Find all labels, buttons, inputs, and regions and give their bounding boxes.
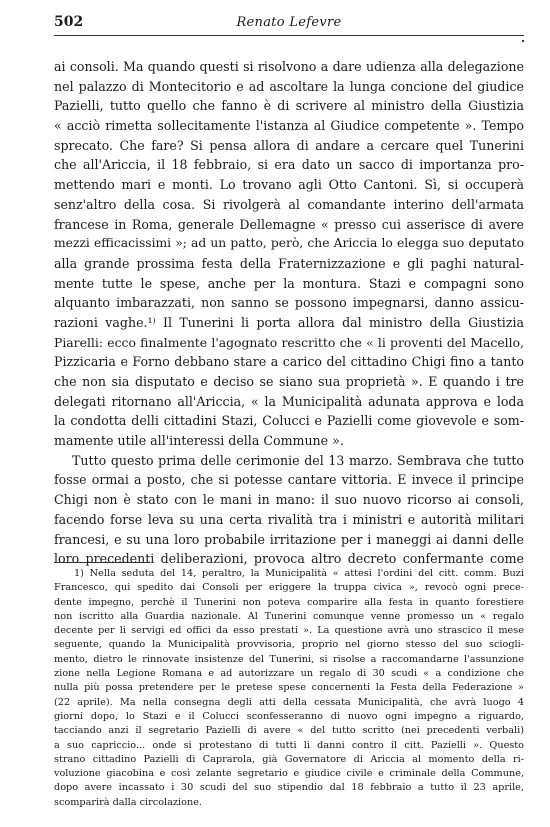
- body-line: alla grande prossima festa della Fraternizzazione e gli paghi natural-: [54, 255, 524, 271]
- footnote-line: mento, dietro le rinnovate insistenze del Tunerini, si risolse a raccomandarne l'assunzione: [54, 653, 524, 665]
- body-line: alquanto imbarazzati, non sanno se possono impegnarsi, danno assicu-: [54, 295, 524, 311]
- body-line: delegati ritornano all'Ariccia, « la Municipalità adunata approva e loda: [54, 393, 524, 409]
- body-line: facendo forse leva su una certa rivalità tra i ministri e autorità militari: [54, 511, 524, 527]
- header-rule: [54, 35, 524, 36]
- footnote-line: scomparirà dalla circolazione.: [54, 796, 203, 808]
- body-line: « acciò rimetta sollecitamente l'istanza al Giudice competente ». Tempo: [54, 118, 524, 134]
- footnote-rule: [54, 562, 150, 563]
- body-line: sprecato. Che fare? Si pensa allora di andare a cercare quel Tunerini: [54, 137, 524, 153]
- body-line: che non sia disputato e deciso se siano sua proprietà ». E quando i tre: [54, 374, 524, 389]
- body-line: Tutto questo prima delle cerimonie del 13 marzo. Sembrava che tutto: [72, 452, 524, 468]
- footnote-line: (22 aprile). Ma nella consegna degli atti della cessata Municipalità, che avrà luogo 4: [54, 696, 524, 708]
- body-line: mente tutte le spese, anche per la montura. Stazi e compagni sono: [54, 275, 524, 291]
- footnote-line: giorni dopo, lo Stazi e il Colucci sconfesseranno di nuovo ogni impegno a riguardo,: [54, 710, 524, 722]
- body-line: Pazielli, tutto quello che fanno è di scrivere al ministro della Giustizia: [54, 98, 524, 114]
- footnote-line: dopo avere incassato i 30 scudi del suo stipendio dal 18 febbraio a tutto il 23 aprile,: [54, 782, 524, 794]
- body-line: Chigi non è stato con le mani in mano: il suo nuovo ricorso ai consoli,: [54, 492, 524, 508]
- footnote-line: Francesco, qui spedito dai Consoli per eriggere la truppa civica », revocò ogni prece-: [54, 582, 524, 594]
- body-line: francesi, e su una loro probabile irritazione per i maneggi ai danni delle: [54, 531, 524, 547]
- footnote-line: non iscritto alla Guardia nazionale. Al Tunerini comunque venne promesso un « regalo: [54, 610, 524, 622]
- footnote-line: voluzione giacobina e così zelante segretario e giudice civile e criminale della Commune,: [54, 768, 524, 780]
- footnote-line: seguente, quando la Municipalità provvisoria, proprio nel giorno stesso del suo sciogli-: [54, 639, 524, 651]
- page-header: [54, 14, 524, 34]
- footnote-line: tacciando anzi il segretario Pazielli di avere « del tutto scritto (nei precedenti verbali): [54, 725, 524, 737]
- body-line: razioni vaghe.¹⁾ Il Tunerini li porta allora dal ministro della Giustizia: [54, 314, 524, 330]
- body-line: mettendo mari e monti. Lo trovano agli Otto Cantoni. Sì, si occuperà: [54, 177, 524, 193]
- footnote-line: zione nella Legione Romana e ad autorizzare un regalo di 30 scudi « a condizione che: [54, 668, 524, 680]
- header-mark: [522, 40, 524, 42]
- body-line: Pizzicaria e Forno debbano stare a carico del cittadino Chigi fino a tanto: [54, 354, 524, 370]
- footnote-line: 1) Nella seduta del 14, peraltro, la Municipalità « attesi l'ordini del citt. comm. Buzi: [74, 568, 524, 579]
- body-line: mezzi efficacissimi »; ad un patto, però, che Ariccia lo elegga suo deputato: [54, 236, 524, 251]
- body-line: nel palazzo di Montecitorio e ad ascoltare la lunga concione del giudice: [54, 78, 524, 94]
- footnote-line: dente impegno, perchè il Tunerini non poteva comparire alla festa in quanto forestiere: [54, 596, 524, 608]
- body-line: senz'altro della cosa. Si rivolgerà al comandante interino dell'armata: [54, 196, 524, 212]
- body-line: ai consoli. Ma quando questi si risolvono a dare udienza alla delegazione: [54, 59, 524, 74]
- running-head: Renato Lefevre: [236, 15, 342, 30]
- body-line: loro precedenti deliberazioni, provoca altro decreto confermante come: [54, 551, 524, 567]
- footnote-line: a suo capriccio... onde si protestano di tutti li danni contro il citt. Pazielli ». Questo: [54, 739, 524, 751]
- body-line: la condotta delli cittadini Stazi, Colucci e Pazielli come giovevole e som-: [54, 413, 524, 429]
- body-text: [54, 57, 524, 569]
- page-number: 502: [54, 14, 84, 30]
- body-line: fosse ormai a posto, che si potesse cantare vittoria. E invece il principe: [54, 472, 524, 488]
- footnote-line: decente per li servigi ed offici da esso prestati ». La questione avrà uno strascico il mese: [54, 625, 524, 637]
- body-line: francese in Roma, generale Dellemagne « presso cui asserisce di avere: [54, 216, 524, 232]
- footnote-line: nulla più possa pretendere per le pretese spese concernenti la Festa della Federazione »: [54, 682, 524, 694]
- footnotes: [54, 567, 524, 810]
- body-line: Piarelli: ecco finalmente l'agognato rescritto che « li proventi del Macello,: [54, 334, 524, 350]
- footnote-line: strano cittadino Pazielli di Caprarola, già Governatore di Ariccia al momento della ri-: [54, 753, 524, 765]
- body-line: che all'Ariccia, il 18 febbraio, si era dato un sacco di importanza pro-: [54, 157, 524, 173]
- body-line: mamente utile all'interessi della Commune ».: [54, 433, 344, 449]
